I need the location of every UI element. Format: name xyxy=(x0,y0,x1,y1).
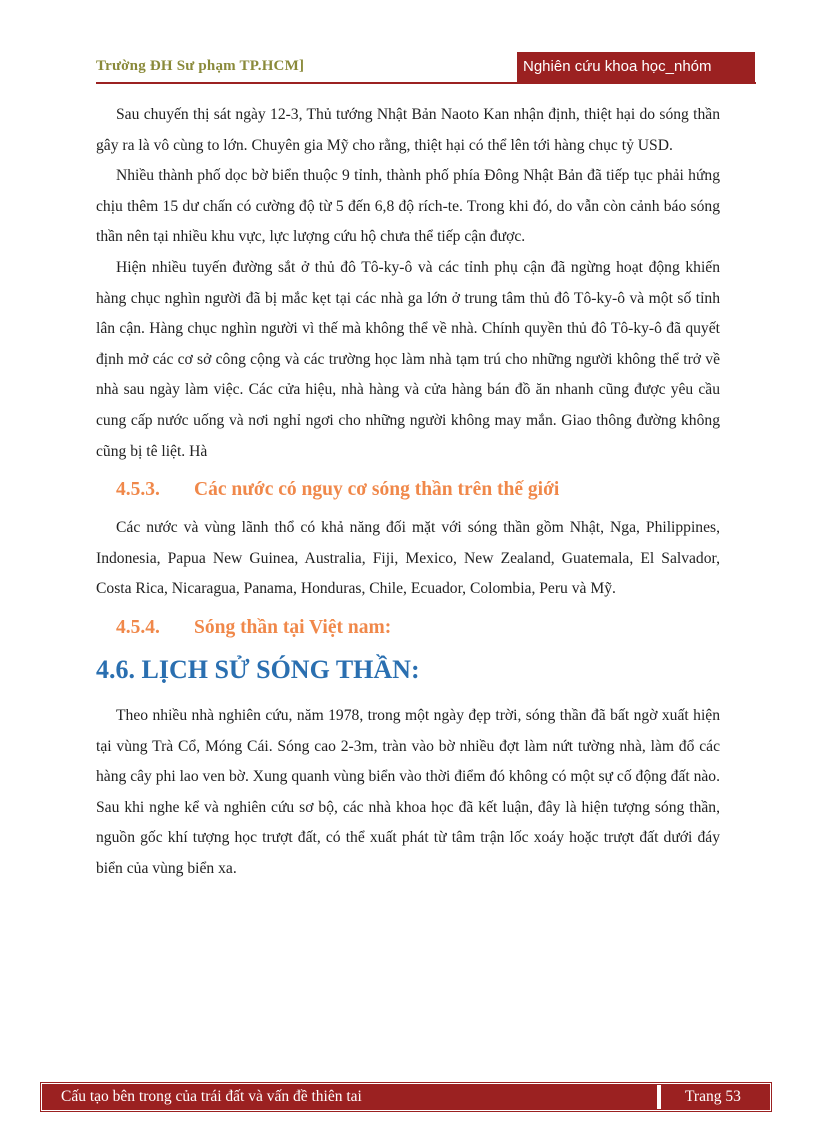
heading-4-5-4-number: 4.5.4. xyxy=(116,616,160,638)
header-school-name: Trường ĐH Sư phạm TP.HCM] xyxy=(96,58,305,74)
heading-4-5-3-number: 4.5.3. xyxy=(116,479,160,501)
footer-document-title: Cấu tạo bên trong của trái đất và vấn đề thiên tai xyxy=(43,1085,657,1109)
paragraph-damage: Sau chuyến thị sát ngày 12-3, Thủ tướng Nhật Bản Naoto Kan nhận định, thiệt hại do sóng thần gây ra là vô cùng to lớn. Chuyên gia Mỹ cho rằng, thiệt hại có thể lên tới hàng chục tỷ USD. xyxy=(96,106,720,154)
footer-bar xyxy=(40,1082,772,1112)
heading-4-5-4 xyxy=(116,617,720,639)
paragraph-railways: Hiện nhiều tuyến đường sắt ở thủ đô Tô-ky-ô và các tỉnh phụ cận đã ngừng hoạt động khiến hàng chục nghìn người đã bị mắc kẹt tại các nhà ga lớn ở trung tâm thủ đô Tô-ky-ô và một số tỉnh lân cận. Hàng chục nghìn người vì thế mà không thể về nhà. Chính quyền thủ đô Tô-ky-ô đã quyết định mở các cơ sở công cộng và các trường học làm nhà tạm trú cho những người không thể trở về nhà sau ngày làm việc. Các cửa hiệu, nhà hàng và cửa hàng bán đồ ăn nhanh cũng được yêu cầu cung cấp nước uống và nơi nghỉ ngơi cho những người không may mắn. Giao thông đường không cũng bị tê liệt. Hà xyxy=(96,258,720,460)
footer-page-number: Trang 53 xyxy=(661,1085,769,1109)
heading-4-5-3 xyxy=(116,479,720,501)
header-divider xyxy=(96,82,756,84)
paragraph-countries: Các nước và vùng lãnh thổ có khả năng đối mặt với sóng thần gồm Nhật, Nga, Philippines, Indonesia, Papua New Guinea, Australia, Fiji, Mexico, New Zealand, Guatemala, El Salvador, Costa Rica, Nicaragua, Panama, Honduras, Chile, Ecuador, Colombia, Peru và Mỹ. xyxy=(96,519,720,598)
heading-4-5-4-title: Sóng thần tại Việt nam: xyxy=(194,616,392,638)
header-title-box: Nghiên cứu khoa học_nhóm xyxy=(517,52,755,82)
paragraph-history: Theo nhiều nhà nghiên cứu, năm 1978, trong một ngày đẹp trời, sóng thần đã bất ngờ xuất hiện tại vùng Trà Cổ, Móng Cái. Sóng cao 2-3m, tràn vào bờ nhiều đợt làm nứt tường nhà, làm đổ các hàng cây phi lao ven bờ. Xung quanh vùng biển vào thời điểm đó không có một sự cố động đất nào. Sau khi nghe kể và nghiên cứu sơ bộ, các nhà khoa học đã kết luận, đây là hiện tượng sóng thần, nguồn gốc khí tượng học trượt đất, có thể xuất phát từ tâm trận lốc xoáy hoặc trượt đất dưới đáy biển của vùng biển xa. xyxy=(96,706,720,877)
heading-4-5-3-title: Các nước có nguy cơ sóng thần trên thế giới xyxy=(194,479,560,501)
heading-4-6: 4.6. LỊCH SỬ SÓNG THẦN: xyxy=(96,654,420,684)
paragraph-aftershocks: Nhiều thành phố dọc bờ biển thuộc 9 tỉnh, thành phố phía Đông Nhật Bản đã tiếp tục phải hứng chịu thêm 15 dư chấn có cường độ từ 5 đến 6,8 độ rích-te. Trong khi đó, do vẫn còn cảnh báo sóng thần nên tại nhiều khu vực, lực lượng cứu hộ chưa thể tiếp cận được. xyxy=(96,167,720,246)
document-body xyxy=(96,100,720,884)
